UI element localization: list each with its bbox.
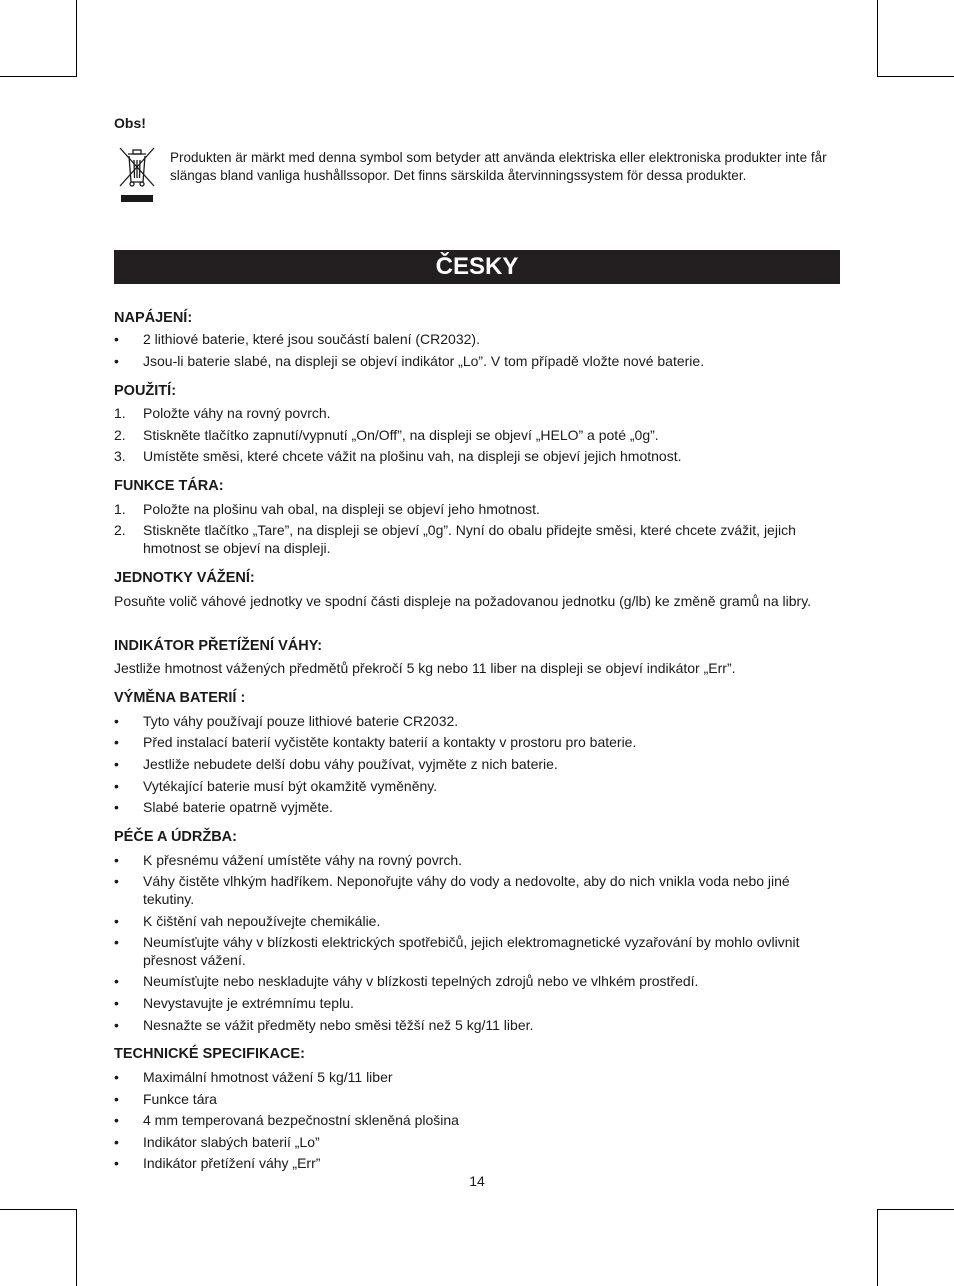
crop-mark	[877, 1209, 878, 1286]
list-item: • Neumísťujte nebo neskladujte váhy v blízkosti tepelných zdrojů nebo ve vlhkém prostředí.	[114, 973, 699, 989]
weee-crossed-bin-icon	[116, 146, 156, 209]
section-heading-jednotky: JEDNOTKY VÁŽENÍ:	[114, 570, 255, 586]
list-item: • Jestliže nebudete delší dobu váhy používat, vyjměte z nich baterie.	[114, 756, 558, 772]
list-item: 1. Položte váhy na rovný povrch.	[114, 405, 331, 421]
list-item: • Před instalací baterií vyčistěte kontakty baterií a kontakty v prostoru pro baterie.	[114, 734, 637, 750]
list-item: • K čištění vah nepoužívejte chemikálie.	[114, 913, 381, 929]
list-item: 3. Umístěte směsi, které chcete vážit na plošinu vah, na displeji se objeví jejich hmotnost.	[114, 448, 682, 464]
crop-mark	[76, 0, 77, 76]
list-item: • Nesnažte se vážit předměty nebo směsi těžší než 5 kg/11 liber.	[114, 1017, 534, 1033]
list-item: • 2 lithiové baterie, které jsou součástí balení (CR2032).	[114, 331, 480, 347]
list-item: • Tyto váhy používají pouze lithiové baterie CR2032.	[114, 713, 459, 729]
list-item: 2. Stiskněte tlačítko zapnutí/vypnutí „On/Off”, na displeji se objeví „HELO” a poté „0g”.	[114, 427, 659, 443]
crop-mark	[877, 0, 878, 76]
section-heading-vymena: VÝMĚNA BATERIÍ :	[114, 690, 246, 706]
section-heading-napajeni: NAPÁJENÍ:	[114, 310, 193, 326]
list-item: • Váhy čistěte vlhkým hadříkem. Neponořujte váhy do vody a nedovolte, aby do nich vnikla voda nebo jiné tekutiny.	[114, 873, 790, 907]
obs-text: Produkten är märkt med denna symbol som betyder att använda elektriska eller elektroniska produkter inte får slängas bland vanliga hushållssopor. Det finns särskilda återvinningssystem för dessa produkter.	[170, 150, 827, 183]
list-item: 2. Stiskněte tlačítko „Tare”, na displeji se objeví „0g”. Nyní do obalu přidejte směsi, které chcete zvážit, jejich hmotnost se objeví na displeji.	[114, 522, 796, 556]
crop-mark	[0, 76, 77, 77]
list-item: • Indikátor přetížení váhy „Err”	[114, 1155, 321, 1171]
section-heading-pece: PÉČE A ÚDRŽBA:	[114, 829, 237, 845]
list-item: • Funkce tára	[114, 1091, 217, 1107]
list-item: 1. Položte na plošinu vah obal, na displeji se objeví jeho hmotnost.	[114, 501, 540, 517]
crop-mark	[0, 1209, 77, 1210]
language-banner: ČESKY	[114, 250, 840, 284]
list-item: • 4 mm temperovaná bezpečnostní skleněná plošina	[114, 1112, 459, 1128]
crop-mark	[76, 1209, 77, 1286]
section-text-indikator: Jestliže hmotnost vážených předmětů překročí 5 kg nebo 11 liber na displeji se objeví indikátor „Err”.	[114, 660, 736, 676]
list-item: • Vytékající baterie musí být okamžitě vyměněny.	[114, 778, 438, 794]
list-item: • K přesnému vážení umístěte váhy na rovný povrch.	[114, 852, 463, 868]
obs-title: Obs!	[114, 115, 146, 131]
crop-mark	[877, 76, 954, 77]
section-heading-tara: FUNKCE TÁRA:	[114, 478, 224, 494]
crop-mark	[877, 1209, 954, 1210]
list-item: • Nevystavujte je extrémnímu teplu.	[114, 995, 354, 1011]
list-item: • Slabé baterie opatrně vyjměte.	[114, 799, 333, 815]
list-item: • Indikátor slabých baterií „Lo”	[114, 1134, 320, 1150]
section-heading-pouziti: POUŽITÍ:	[114, 383, 177, 399]
section-text-jednotky: Posuňte volič váhové jednotky ve spodní části displeje na požadovanou jednotku (g/lb) ke změně gramů na libry.	[114, 593, 812, 609]
page-number: 14	[469, 1173, 485, 1189]
list-item: • Neumísťujte váhy v blízkosti elektrických spotřebičů, jejich elektromagnetické vyzařování by mohlo ovlivnit přesnost vážení.	[114, 934, 800, 968]
section-heading-tech: TECHNICKÉ SPECIFIKACE:	[114, 1046, 305, 1062]
section-heading-indikator: INDIKÁTOR PŘETÍŽENÍ VÁHY:	[114, 638, 323, 654]
list-item: • Jsou-li baterie slabé, na displeji se objeví indikátor „Lo”. V tom případě vložte nové baterie.	[114, 353, 705, 369]
list-item: • Maximální hmotnost vážení 5 kg/11 liber	[114, 1069, 393, 1085]
